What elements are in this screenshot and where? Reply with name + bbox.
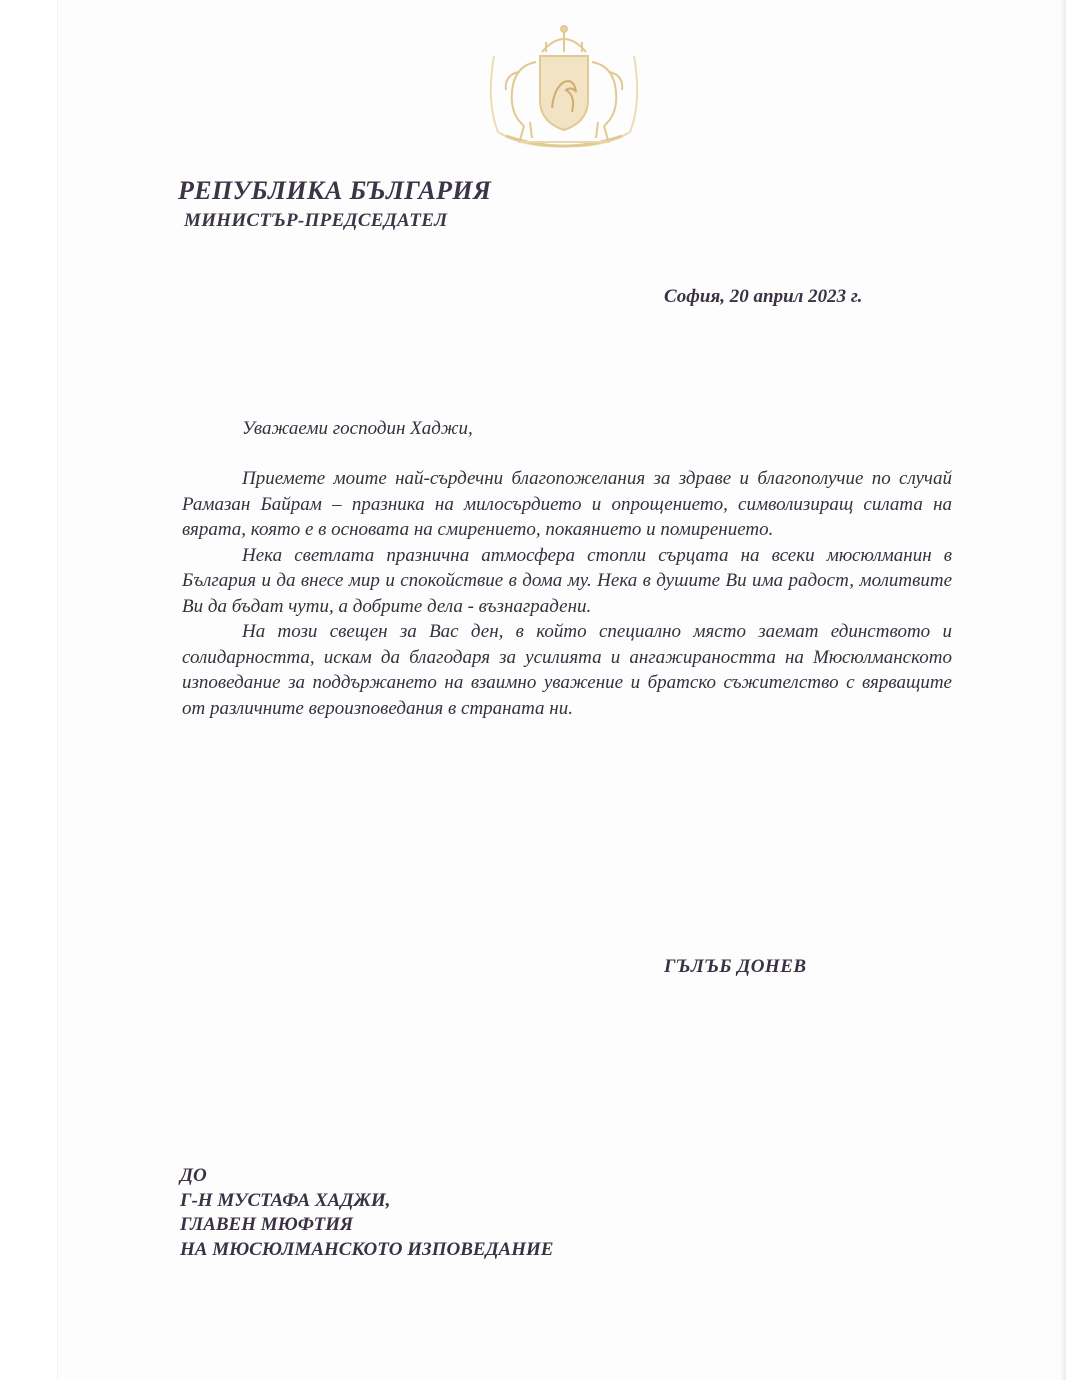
paragraph: Нека светлата празнична атмосфера стопли сърцата на всеки мюсюлманин в България и да внесе мир и спокойствие в дома му. Нека в душите Ви има радост, молитвите Ви да бъдат чути, а добрите дела - възнаградени. [182, 544, 952, 617]
paragraph: Приемете моите най-сърдечни благопожелания за здраве и благополучие по случай Рамазан Байрам – празника на милосърдието и опрощението, символизиращ силата на вярата, която е в основата на смирението, покаянието и помирението. [182, 468, 952, 540]
addressee-line: ГЛАВЕН МЮФТИЯ [180, 1214, 354, 1235]
addressee-block [180, 1164, 553, 1262]
addressee-line: ДО [180, 1165, 207, 1186]
addressee-line: НА МЮСЮЛМАНСКОТО ИЗПОВЕДАНИЕ [180, 1238, 554, 1260]
header-title: РЕПУБЛИКА БЪЛГАРИЯ [178, 176, 492, 205]
greeting: Уважаеми господин Хаджи, [242, 418, 473, 439]
signature-name: ГЪЛЪБ ДОНЕВ [664, 956, 807, 977]
place-date: София, 20 април 2023 г. [664, 286, 863, 307]
paragraph: На този свещен за Вас ден, в който специално място заемат единството и солидарността, искам да благодаря за усилията и ангажираността на Мюсюлманското изповедание за поддържането на взаимно уважение и братско съжителство с вярващите от различните вероизповедания в страната ни. [182, 621, 952, 719]
header-subtitle: МИНИСТЪР-ПРЕДСЕДАТЕЛ [184, 210, 448, 231]
letter-body [182, 466, 952, 721]
coat-of-arms-emblem [484, 22, 644, 154]
addressee-line: Г-Н МУСТАФА ХАДЖИ, [180, 1189, 391, 1211]
